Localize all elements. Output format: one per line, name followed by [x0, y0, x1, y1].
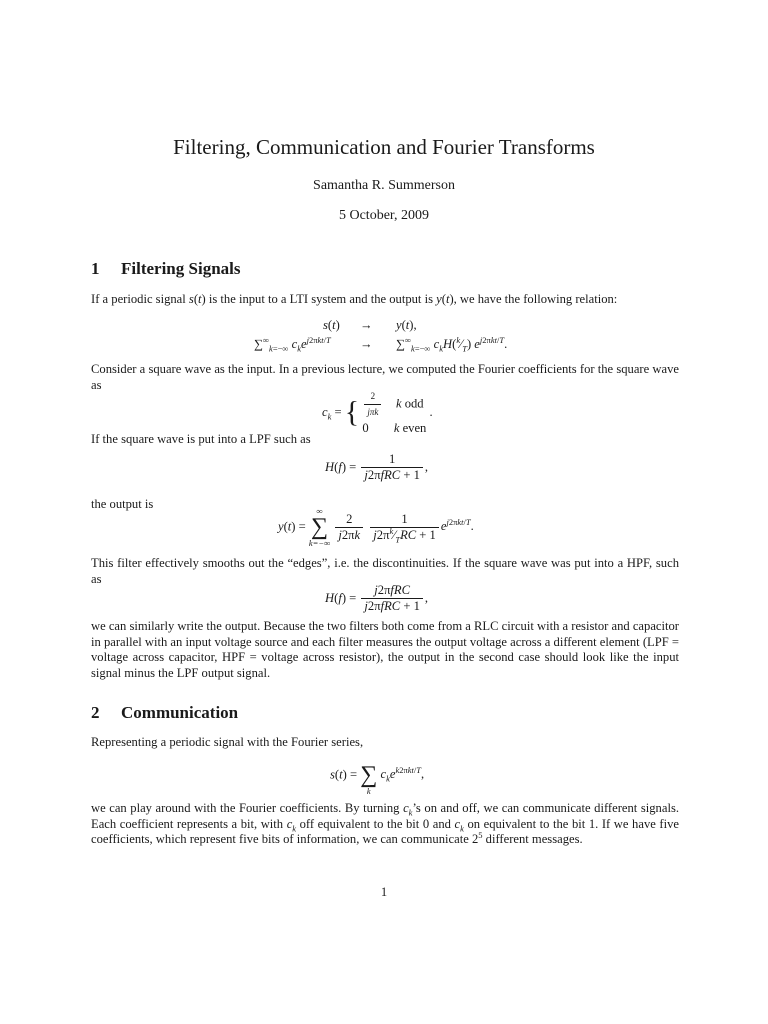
page-number: 1: [380, 885, 388, 899]
paragraph-fourier-series: Representing a periodic signal with the Fourier series,: [91, 735, 364, 749]
equation-h-hpf: H(f) = $\frac{\text{j2πfRC}}{\text{j2πfRC + 1}}$ ,: [325, 583, 429, 613]
paragraph-smooths: This filter effectively smooths out the “edges”, i.e. the discontinuities. If the square wave was put into a HPF, such as: [91, 556, 679, 586]
paper-title: Filtering, Communication and Fourier Transforms: [173, 135, 595, 159]
paper-date: 5 October, 2009: [338, 208, 430, 223]
paragraph-intro: If a periodic signal s(t) is the input to a LTI system and the output is y(t), we have the following relation:: [91, 292, 618, 306]
section-title: Filtering Signals: [121, 259, 241, 278]
paper-author: Samantha R. Summerson: [313, 178, 455, 193]
paragraph-square-wave: Consider a square wave as the input. In a previous lecture, we computed the Fourier coefficients for the square wave as: [91, 362, 679, 392]
paragraph-rlc: we can similarly write the output. Because the two filters both come from a RLC circuit with a resistor and capacitor in parallel with an input voltage source and each filter measures the output voltage across a different element (LPF = voltage across capacitor, HPF = voltage across resistor), the output in the second case should look like the input signal minus the LPF output signal.: [91, 619, 679, 680]
section-heading-filtering: [91, 259, 240, 279]
section-number: 2: [91, 703, 100, 722]
paragraph-output: the output is: [91, 497, 154, 511]
paragraph-coefficients: we can play around with the Fourier coefficients. By turning $c_k’s$ on and off, we can communicate different signals. Each coefficient represents a bit, with $c_k$ off equivalent to the bit 0 and $c_k$ on equivalent to the bit 1. If we have five coefficients, which represent five bits of information, we can communicate $2^5$ different messages.: [91, 801, 679, 846]
equation-io-relation: s(t) → y(t), $\sum^\infty_{k=-\infty}$ $c_ke^{j2\pi kt/T}$ → $\sum^\infty_{k=-\infty}$ $c_kH(^k⁄_T)$ $e^{j2\pi kt/T}$.: [254, 318, 508, 354]
equation-s-series: s(t) = ∑ k $c_ke^{k2\pi kt/T}$,: [330, 762, 425, 796]
section-title: Communication: [121, 703, 239, 722]
paragraph-lpf: If the square wave is put into a LPF such as: [91, 432, 311, 446]
section-number: 1: [91, 259, 100, 278]
equation-ck-cases: $c_k$ = { $\frac{2}{\text{jπk}}$ k odd 0 k even .: [322, 391, 433, 435]
equation-h-lpf: H(f) = $\frac{1}{\text{j2πfRC + 1}}$ ,: [325, 452, 429, 482]
equation-y-output: y(t) = ∞ ∑ k=−∞ $\frac{2}{j2\pi k}$ $\frac{1}{j2\pi^k⁄_TRC + 1}$ $e^{j2\pi kt/T}$.: [278, 506, 474, 548]
section-heading-communication: [91, 703, 238, 723]
